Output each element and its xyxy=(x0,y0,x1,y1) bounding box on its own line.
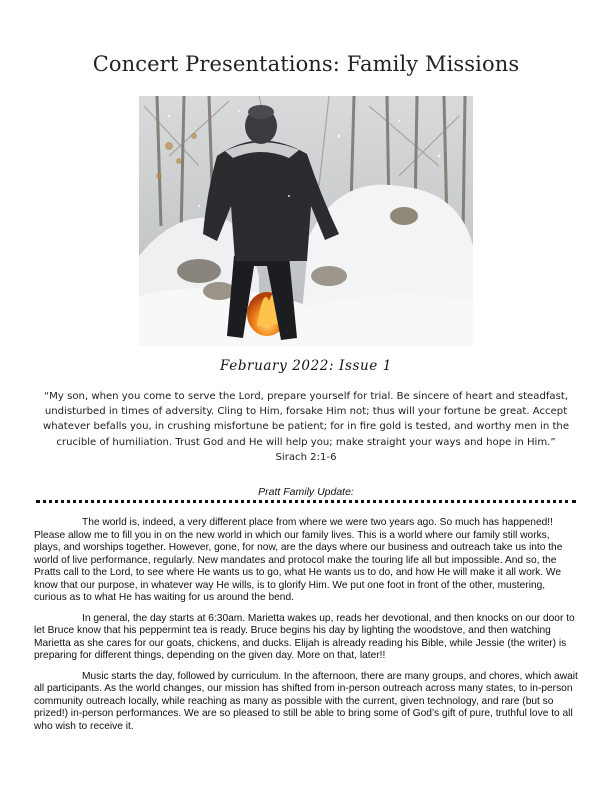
quote-citation: Sirach 2:1-6 xyxy=(275,451,337,463)
quote-text: “My son, when you come to serve the Lord, prepare yourself for trial. Be sincere of heart and steadfast, undisturbed in times of adversity. Cling to Him, forsake Him not; thus will your fortune be great. Accept whatever befalls you, in crushing misfortune be patient; for in fire gold is tested, and worthy men in the crucible of humiliation. Trust God and He will help you; make straight your ways and hope in Him.” xyxy=(42,391,570,448)
dotted-divider xyxy=(36,500,576,503)
snow-campfire-photo-icon xyxy=(139,96,473,346)
paragraph: In general, the day starts at 6:30am. Marietta wakes up, reads her devotional, and then knocks on our door to let Bruce know that his peppermint tea is ready. Bruce begins his day by lighting the woodstove, and then watching Marietta as she cares for our goats, chickens, and ducks. Elijah is already reading his Bible, while Jessie (the writer) is preparing for different things, depending on the given day. More on that, later!! xyxy=(34,612,575,661)
update-body xyxy=(34,517,578,741)
scripture-quote xyxy=(34,389,578,465)
issue-label: February 2022: Issue 1 xyxy=(220,358,392,374)
newsletter-title: Concert Presentations: Family Missions xyxy=(92,52,520,76)
paragraph: The world is, indeed, a very different place from where we were two years ago. So much has happened!! Please allow me to fill you in on the new world in which our family lives. This is a world where our family still works, plays, and worships together. However, gone, for now, are the days where our business and outreach take us into the world of live performance, regularly. New mandates and protocol make the touring life all but impossible. And so, the Pratts call to the Lord, to see where He wants us to go, what He wants us to do, and how He will make it all work. We know that our purpose, in whatever way He wills, is to glorify Him. We put one foot in front of the other, mustering, curious as to what He has waiting for us around the bend. xyxy=(34,517,563,603)
update-heading: Pratt Family Update: xyxy=(258,486,354,498)
cover-photo xyxy=(139,96,473,346)
paragraph: Music starts the day, followed by curriculum. In the afternoon, there are many groups, and chores, which await all participants. As the world changes, our mission has shifted from in-person outreach across many states, to in-person community outreach locally, while reaching as many as possible with the current, given technology, and rare (but so prized!) in-person performances. We are so pleased to still be able to bring some of God’s gift of pure, truthful love to all who wish to receive it. xyxy=(34,670,578,732)
